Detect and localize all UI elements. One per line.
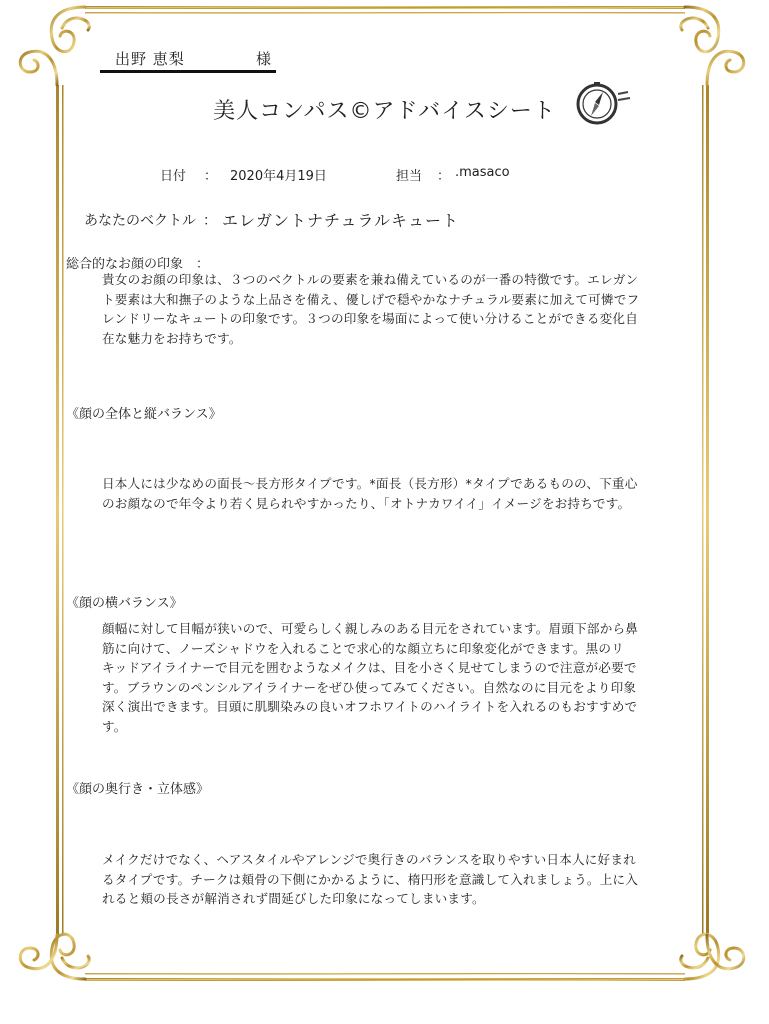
staff-value: .masaco — [455, 165, 510, 180]
paragraph-line: す。 — [102, 718, 127, 734]
paragraph-line: 顔幅に対して目幅が狭いので、可愛らしく親しみのある目元をされています。眉頭下部から鼻 — [102, 621, 639, 636]
paragraph-line: す。ブラウンのペンシルアイライナーをぜひ使ってみてください。自然なのに目元をより印象 — [102, 679, 637, 695]
horizontal-balance-heading: 《顔の横バランス》 — [66, 596, 183, 611]
customer-name: 出野 恵梨 — [115, 50, 185, 68]
page-title: 美人コンパス©アドバイスシート — [213, 99, 556, 124]
vector-separator: ： — [203, 213, 217, 229]
paragraph-line: るタイプです。チークは頬骨の下側にかかるように、楕円形を意識して入れましょう。上に入 — [102, 871, 639, 887]
vector-label: あなたのベクトル — [84, 213, 196, 229]
overall-paragraph — [102, 270, 639, 348]
compass-icon — [572, 80, 634, 130]
paragraph-line: 日本人には少なめの面長～長方形タイプです。*面長（長方形）*タイプであるものの、下重心 — [102, 476, 638, 491]
paragraph-line: 筋に向けて、ノーズシャドウを入れることで求心的な顔立ちに印象変化ができます。黒のリ — [102, 640, 625, 656]
depth-heading: 《顔の奥行き・立体感》 — [66, 782, 210, 797]
horizontal-balance-paragraph — [102, 619, 638, 737]
paragraph-line: メイクだけでなく、ヘアスタイルやアレンジで奥行きのバランスを取りやすい日本人に好まれ — [102, 852, 636, 867]
paragraph-line: れると頬の長さが解消されず間延びした印象になってしまいます。 — [102, 891, 485, 907]
staff-label: 担当 — [396, 169, 423, 184]
vertical-balance-heading: 《顔の全体と縦バランス》 — [66, 407, 222, 422]
paragraph-line: のお顔なので年令より若く見られやすかったり、「オトナカワイイ」イメージをお持ちです。 — [102, 495, 631, 511]
paragraph-line: 深く演出できます。目頭に肌馴染みの良いオフホワイトのハイライトを入れるのもおすすめで — [102, 699, 638, 715]
depth-paragraph — [102, 850, 638, 909]
vector-value: エレガントナチュラルキュート — [222, 211, 460, 230]
date-separator: ： — [204, 169, 218, 184]
staff-separator: ： — [437, 169, 451, 184]
paragraph-line: 在な魅力をお持ちです。 — [102, 330, 242, 346]
overall-heading: 総合的なお顔の印象 ： — [66, 257, 210, 272]
paragraph-line: レンドリーなキュートの印象です。３つの印象を場面によって使い分けることができる変化自 — [102, 311, 639, 327]
vertical-balance-paragraph — [102, 474, 638, 513]
name-underline — [100, 70, 276, 73]
date-label: 日付 — [160, 169, 187, 184]
paragraph-line: 貴女のお顔の印象は、３つのベクトルの要素を兼ね備えているのが一番の特徴です。エレガン — [102, 272, 639, 287]
paragraph-line: ト要素は大和撫子のような上品さを備え、優しげで穏やかなナチュラル要素に加えて可憐でフ — [102, 291, 640, 307]
date-value: 2020年4月19日 — [230, 169, 327, 184]
honorific: 様 — [256, 50, 272, 68]
paragraph-line: キッドアイライナーで目元を囲むようなメイクは、目を小さく見せてしまうので注意が必要で — [102, 660, 637, 676]
